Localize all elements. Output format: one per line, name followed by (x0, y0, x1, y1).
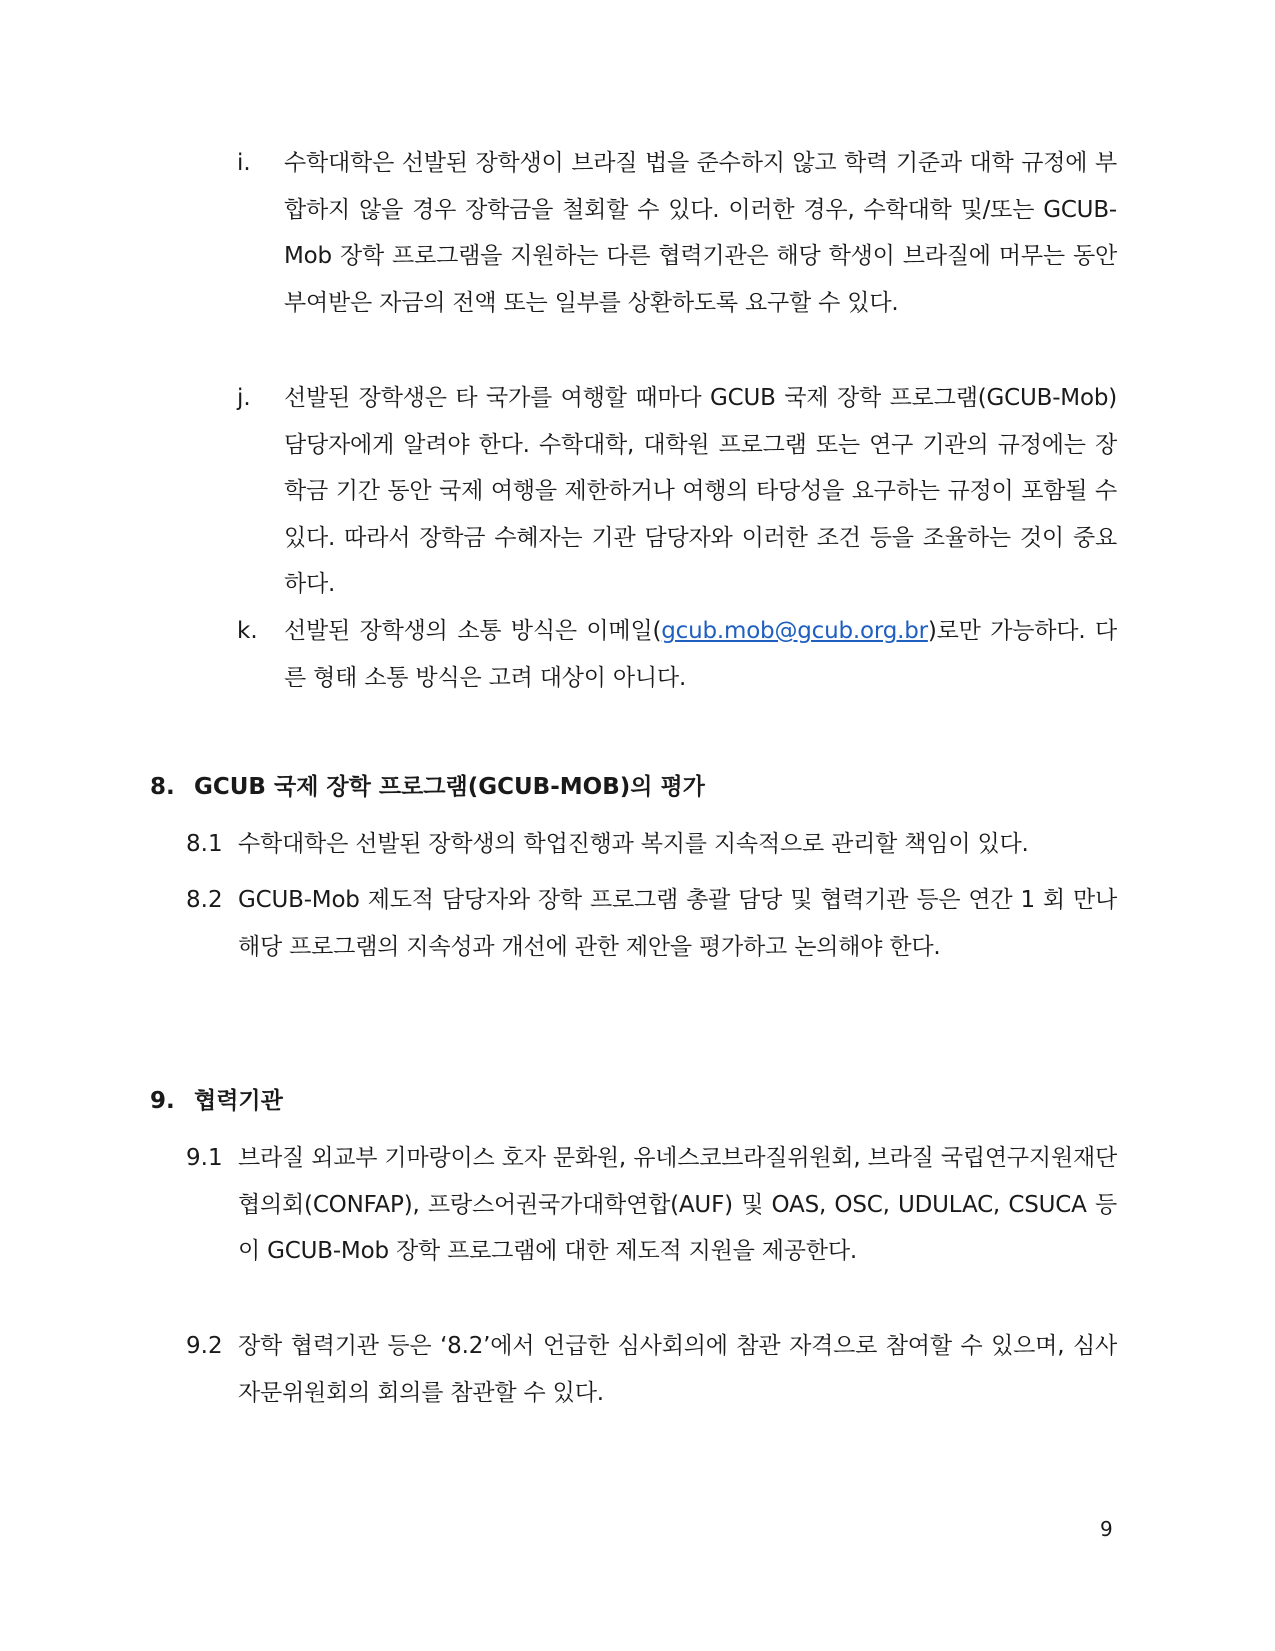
list-item-9-1 (186, 1135, 1117, 1275)
list-item-j (237, 375, 1117, 608)
text-before-email: 선발된 장학생의 소통 방식은 이메일( (284, 618, 662, 644)
text-after-email: )로만 가능하다. 다른 형태 소통 방식은 고려 대상이 아니다. (284, 618, 1117, 691)
email-link[interactable]: gcub.mob@gcub.org.br (661, 618, 928, 644)
list-item-text: 수학대학은 선발된 장학생이 브라질 법을 준수하지 않고 학력 기준과 대학 규정에 부합하지 않을 경우 장학금을 철회할 수 있다. 이러한 경우, 수학대학 및/또는 GCUB-Mob 장학 프로그램을 지원하는 다른 협력기관은 해당 학생이 브라질에 머무는 동안 부여받은 자금의 전액 또는 일부를 상환하도록 요구할 수 있다. (284, 150, 1117, 316)
section-number: 8. (150, 774, 175, 800)
list-marker: 8.1 (186, 831, 223, 857)
page-number: 9 (1100, 1517, 1113, 1541)
list-item-text: GCUB-Mob 제도적 담당자와 장학 프로그램 총괄 담당 및 협력기관 등은 연간 1 회 만나 해당 프로그램의 지속성과 개선에 관한 제안을 평가하고 논의해야 한다. (238, 887, 1117, 960)
list-item-text: 장학 협력기관 등은 ‘8.2’에서 언급한 심사회의에 참관 자격으로 참여할 수 있으며, 심사자문위원회의 회의를 참관할 수 있다. (238, 1333, 1117, 1406)
list-marker: i. (237, 150, 251, 176)
section-title: 협력기관 (194, 1088, 283, 1114)
list-item-8-1 (186, 821, 1117, 868)
list-item-text: 수학대학은 선발된 장학생의 학업진행과 복지를 지속적으로 관리할 책임이 있다. (238, 831, 1029, 857)
list-item-8-2 (186, 877, 1117, 970)
list-marker: 9.1 (186, 1145, 223, 1171)
list-item-i (237, 140, 1117, 326)
list-marker: 9.2 (186, 1333, 223, 1359)
section-title: GCUB 국제 장학 프로그램(GCUB-MOB)의 평가 (194, 774, 705, 800)
list-item-9-2 (186, 1323, 1117, 1416)
section-8-heading (150, 764, 705, 810)
list-marker: j. (237, 385, 251, 411)
list-marker: 8.2 (186, 887, 223, 913)
list-item-text: 선발된 장학생은 타 국가를 여행할 때마다 GCUB 국제 장학 프로그램(GCUB-Mob) 담당자에게 알려야 한다. 수학대학, 대학원 프로그램 또는 연구 기관의 규정에는 장학금 기간 동안 국제 여행을 제한하거나 여행의 타당성을 요구하는 규정이 포함될 수 있다. 따라서 장학금 수혜자는 기관 담당자와 이러한 조건 등을 조율하는 것이 중요하다. (284, 385, 1117, 597)
list-item-k (237, 608, 1117, 701)
list-marker: k. (237, 618, 258, 644)
list-item-text (284, 608, 1117, 701)
section-number: 9. (150, 1088, 175, 1114)
list-item-text: 브라질 외교부 기마랑이스 호자 문화원, 유네스코브라질위원회, 브라질 국립연구지원재단협의회(CONFAP), 프랑스어권국가대학연합(AUF) 및 OAS, OSC, UDULAC, CSUCA 등이 GCUB-Mob 장학 프로그램에 대한 제도적 지원을 제공한다. (238, 1145, 1117, 1264)
section-9-heading (150, 1078, 283, 1124)
